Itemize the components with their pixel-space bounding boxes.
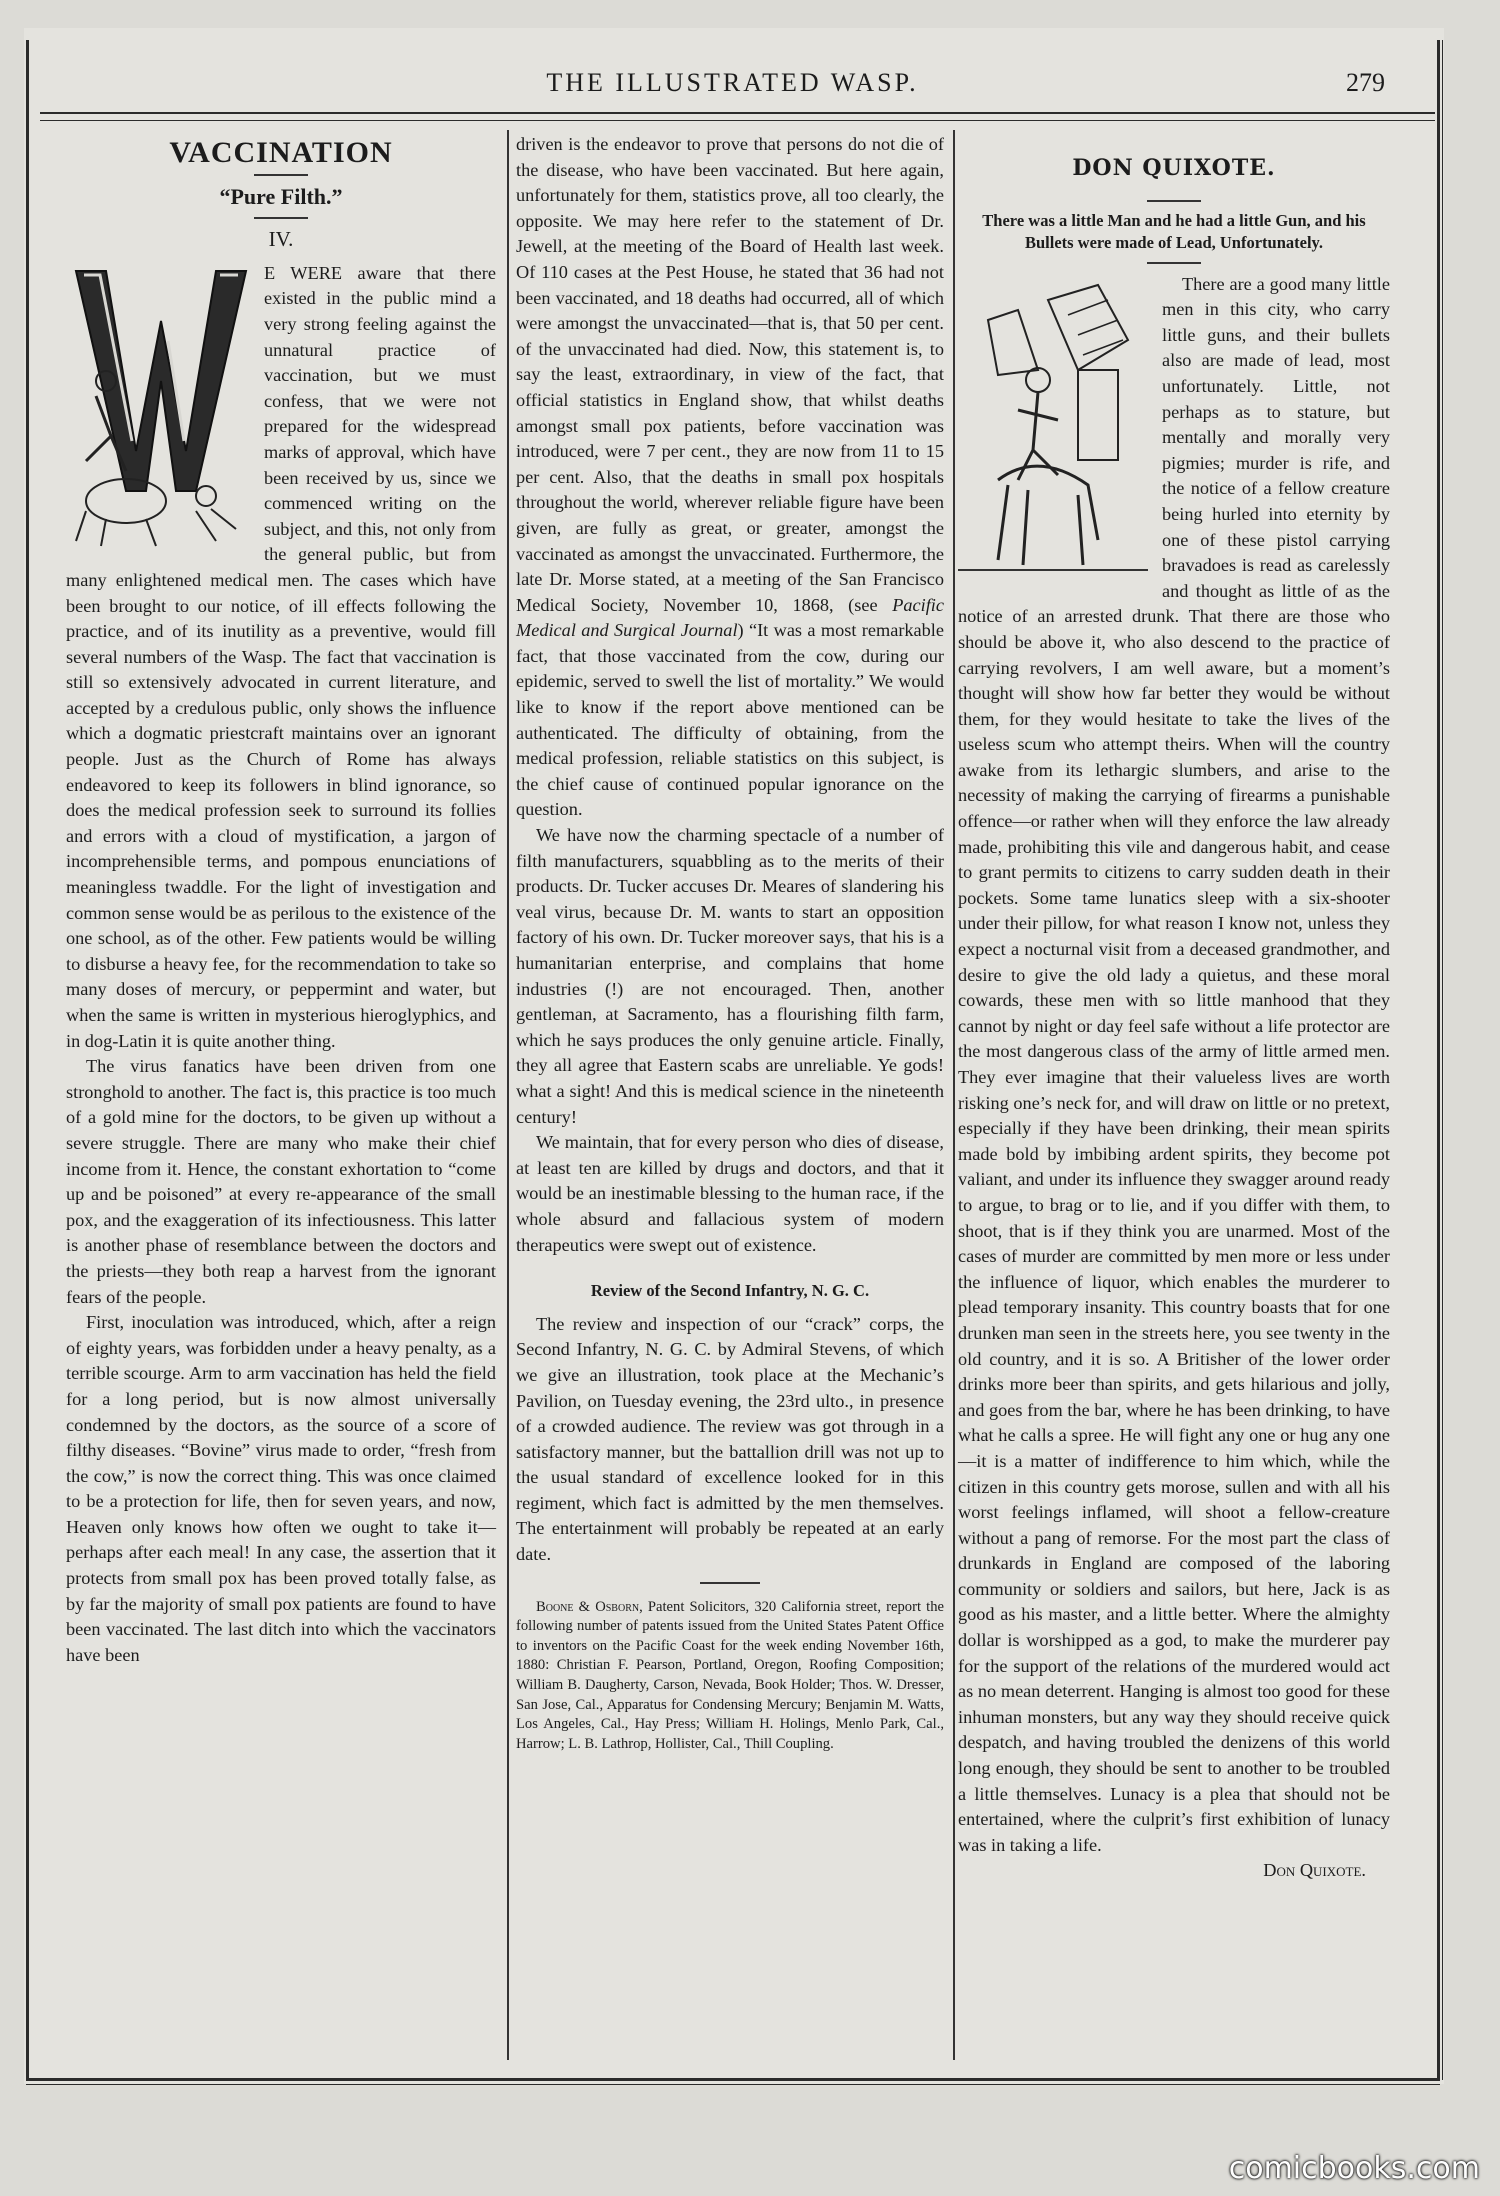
page-number: 279 [1346,68,1385,97]
masthead-rule-thin [40,120,1435,121]
article-headline: VACCINATION [169,136,393,169]
article-subhead: There was a little Man and he had a little Gun, and his Bullets were made of Lead, Unfortunately. [982,210,1366,252]
article-paragraph: First, inoculation was introduced, which, after a reign of eighty years, was forbidden under a heavy penalty, as a terrible scourge. Arm to arm vaccination has held the field for a long period, but is now almost universally condemned by the doctors, as the source of a score of filthy diseases. “Bovine” virus made to order, “fresh from the cow,” is now the correct thing. This was once claimed to be a protection for life, then for seven years, and now, Heaven only knows how often we ought to take it—perhaps after each meal! In any case, the assertion that it protects from small pox has been proved totally false, as by far the majority of small pox patients are found to have been vaccinated. The last ditch into which the vaccinators have been [66,1312,496,1665]
patent-text: , Patent Solicitors, 320 California street, report the following number of patents issued from the United States Patent Office to inventors on the Pacific Coast for the week ending November 16th, 1880: Christian F. Pearson, Portland, Oregon, Roofing Composition; William B. Daugherty, Carson, Nevada, Book Holder; Thos. W. Dresser, San Jose, Cal., Apparatus for Condensing Mercury; Benjamin M. Watts, Los Angeles, Cal., Hay Press; William H. Holings, Menlo Park, Cal., Harrow; L. B. Lathrop, Hollister, Cal., Thill Coupling. [516,1598,944,1752]
paragraph-text: ) “It was a most remarkable fact, that those vaccinated from the cow, during our epidemic, served to swell the list of mortality.” We would like to know if the report above mentioned can be authenticated. The difficulty of obtaining, from the medical profession, reliable statistics on this subject, is the chief cause of continued popular ignorance on the question. [516,620,944,820]
paragraph-text: driven is the endeavor to prove that persons do not die of the disease, who have been vaccinated. But here again, unfortunately for them, statistics prove, all too clearly, the opposite. We may here refer to the statement of Dr. Jewell, at the meeting of the Board of Health last week. Of 110 cases at the Pest House, he stated that 36 had not been vaccinated, and 18 deaths had occurred, all of which were amongst the unvaccinated—that is, that 50 per cent. of the unvaccinated had died. Now, this statement is, to say the least, extraordinary, in view of the fact, that official statistics in England show, that whilst deaths amongst small pox patients, before vaccination was introduced, were 7 per cent., they are now from 11 to 15 per cent. Also, that the deaths in small pox hospitals throughout the world, wherever reliable figure have been given, are fully as great, or greater, amongst the vaccinated as amongst the unvaccinated. Furthermore, the late Dr. Morse stated, at a meeting of the San Francisco Medical Society, November 10, 1868, (see [516,134,944,615]
article-headline: DON QUIXOTE. [1072,155,1276,181]
article-paragraph: We have now the charming spectacle of a number of filth manufacturers, squabbling as to the merits of their products. Dr. Tucker accuses Dr. Meares of slandering his veal virus, because Dr. M. wants to start an opposition factory of his own. Dr. Tucker moreover says, that his is a humanitarian enterprise, and complains that home industries (!) are not encouraged. Then, another gentleman, at Sacramento, has a flourishing filth farm, which he says produces the only genuine article. Finally, they all agree that Eastern scabs are unreliable. Ye gods! what a sight! And this is medical science in the nineteenth century! [516,825,944,1127]
publication-title: THE ILLUSTRATED WASP. [546,68,919,97]
headline-rule [1147,200,1201,202]
article-paragraph [516,132,944,823]
subtitle-rule [254,217,308,219]
page-border-bottom-inner [26,2084,1440,2085]
subhead-rule [1147,262,1201,264]
page-border-bottom [26,2078,1440,2081]
column-divider [953,130,955,2060]
watermark: comicbooks.com [1228,2151,1480,2186]
page-border-right-inner [1442,40,1443,2080]
journal-title: Pacific Medical and Surgical Journal [516,594,944,641]
section-rule [700,1582,760,1584]
column-don-quixote [958,132,1390,1884]
masthead [30,64,1435,104]
author-signature: Don Quixote. [1263,1860,1366,1881]
page-border-left [26,40,29,2080]
column-middle [516,132,944,1754]
patent-notice [516,1598,944,1755]
article-subtitle: “Pure Filth.” [219,183,343,209]
article-paragraph: We maintain, that for every person who dies of disease, at least ten are killed by drugs and doctors, and that it would be an inestimable blessing to the human race, if the whole absurd and fallacious system of modern therapeutics were swept out of existence. [516,1132,944,1255]
section-heading-review: Review of the Second Infantry, N. G. C. [590,1281,870,1301]
article-paragraph: The virus fanatics have been driven from one stronghold to another. The fact is, this practice is too much of a gold mine for the doctors, to be given up without a severe struggle. There are many who make their chief income from it. Hence, the constant exhortation to “come up and be poisoned” at every re-appearance of the small pox, and the exaggeration of its infectiousness. This latter is another phase of resemblance between the doctors and the priests—they both reap a harvest from the ignorant fears of the people. [66,1056,496,1307]
page-border-right [1437,40,1440,2080]
paragraph-text: E WERE aware that there existed in the public mind a very strong feeling against the unnatural practice of vaccination, but we must confess, that we were not prepared for the widespread marks of approval, which have been received by us, since we commenced writing on the subject, and this, not only from the general public, but from many enlightened medical men. The cases which have been brought to our notice, of ill effects following the practice, and of its inutility as a preventive, would fill several numbers of the Wasp. The fact that vaccination is still so extensively advocated in current literature, and accepted by a credulous public, only shows the influence which a dogmatic priestcraft maintains over an ignorant people. Just as the Church of Rome has always endeavored to keep its followers in blind ignorance, so does the medical profession seek to surround its follies and errors with a cloud of mystification, a jargon of incomprehensible terms, and pompous enunciations of meaningless twaddle. For the light of investigation and common sense would be as perilous to the existence of the one school, as of the other. Few patients would be willing to disburse a heavy fee, for the recommendation to take so many doses of mercury, or peppermint and water, but when the same is written in mysterious hieroglyphics, and in dog-Latin it is quite another thing. [66,262,496,1051]
column-divider [507,130,509,2060]
headline-rule [254,174,308,176]
don-quixote-illustration [958,280,1148,580]
article-body: There are a good many little men in this city, who carry little guns, and their bullets also are made of lead, most unfortunately. Little, not perhaps as to stature, but mentally and morally very pigmies; murder is rife, and the notice of a fellow creature being hurled into eternity by one of these pistol carrying bravadoes is read as carelessly and thought as little of as the notice of an arrested drunk. That there are those who should be above it, who also descend to the practice of carrying revolvers, I am well aware, but a moment’s thought will show how far better they would be without them, for they would hesitate to take the lives of the useless scum who attempt theirs. When will the country awake from its lethargic slumbers, and arise to the necessity of making the carrying of firearms a punishable offence—or rather when will they enforce the law already made, prohibiting this vile and dangerous habit, and cease to grant permits to citizens to carry sudden death in their pockets. Some tame lunatics sleep with a six-shooter under their pillow, for what reason I know not, unless they expect a nocturnal visit from a deceased grandmother, and desire to give the old lady a quietus, and these moral cowards, these men with so little manhood that they cannot by night or day feel safe without a life protector are the most dangerous class of the army of little armed men. They ever imagine that their valueless lives are worth risking one’s neck for, and will draw on little or no pretext, especially if they have been drinking, their mean spirits made bold by imbibing ardent spirits, they become pot valiant, and under its influence they swagger around ready to argue, to brag or to lie, and if you differ with them, to shoot, that is if they think you are unarmed. Most of the cases of murder are committed by men more or less under the influence of liquor, which enables the murderer to plead temporary insanity. This country boasts that for one drunken man seen in the streets here, you see twenty in the old country, and it is so. A Britisher of the lower order drinks more beer than spirits, and gets hilarious and jolly, and goes from the bar, where he has been drinking, to have what he calls a spree. He will fight any one or hug any one—it is a matter of indifference to him which, while the citizen in this country gets morose, sullen and with all his worst feelings inflamed, will shoot a fellow-creature without a pang of remorse. For the most part the class of drunkards in England are composed of the laboring community or soldiers and sailors, but here, Jack is as good as his master, and a little better. Where the almighty dollar is worshipped as a god, to make the murderer pay for the support of the relations of the murdered would act as no mean deterrent. Hanging is almost too good for these inhuman monsters, but any way they should receive quick despatch, and having troubled the denizens of this world long enough, they should be sent to another to be troubled a little themselves. Lunacy is a plea that should not be entertained, where the culprit’s first exhibition of lunacy was in taking a life. [958,273,1390,1855]
article-part-number: IV. [268,227,294,252]
review-paragraph: The review and inspection of our “crack” corps, the Second Infantry, N. G. C. by Admiral Stevens, of which we give an illustration, took place at the Mechanic’s Pavilion, on Tuesday evening, the 23rd ulto., in presence of a crowded audience. The review was got through in a satisfactory manner, but the battallion drill was not up to the usual standard of excellence looked for in this regiment, which fact is admitted by the men themselves. The entertainment will probably be repeated at an early date. [516,1313,944,1565]
masthead-rule [40,112,1435,114]
patent-firm: Boone & Osborn [536,1598,640,1615]
drop-cap-w-illustration [66,261,252,551]
column-vaccination [66,132,496,1668]
